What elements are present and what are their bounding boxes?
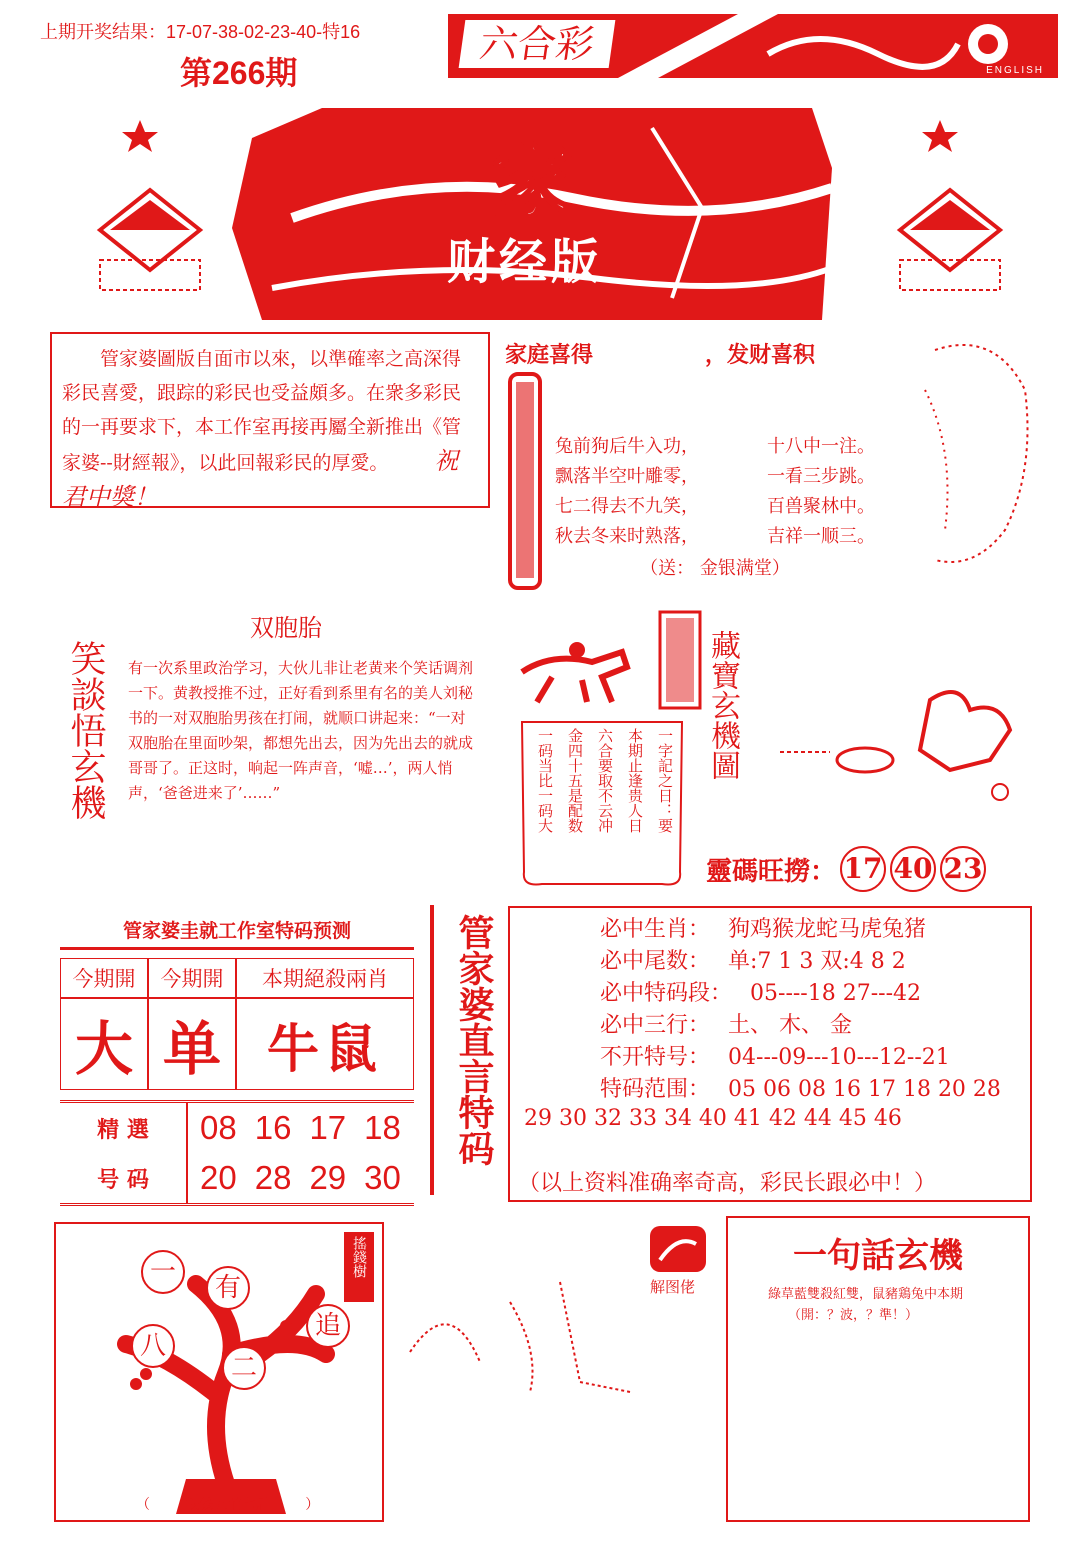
tree-char-circle: 有 (206, 1266, 250, 1310)
prediction-values (60, 998, 414, 1090)
poem-line: 飘落半空叶雕零， 一看三步跳。 (555, 466, 875, 487)
selected-number: 30 (364, 1159, 401, 1196)
poem-body (555, 432, 875, 584)
masthead-subtitle: 财经版 (447, 234, 604, 290)
prediction-title: 管家婆圭就工作室特码预测 (60, 916, 414, 950)
issue-number: 第266期 (180, 55, 298, 91)
tree-char-circle: 追 (306, 1304, 350, 1348)
rooster-turtle-icon (770, 680, 1030, 810)
left-lantern-icon (60, 110, 240, 310)
selected-number: 20 (200, 1159, 237, 1196)
lucky-number-circle: 23 (940, 846, 986, 892)
poem-head-right: ，发财喜积 (705, 342, 816, 368)
selected-number: 08 (200, 1109, 237, 1146)
intro-sign: 祝君中獎！ (62, 447, 459, 511)
intro-text: 管家婆圖版自面市以來，以準確率之高深得彩民喜愛，跟踪的彩民也受益頗多。在衆多彩民的一再要求下，本工作室再接再屬全新推出《管家婆--財經報》，以此回報彩民的厚愛。 (62, 348, 462, 474)
right-lantern-icon (860, 110, 1040, 310)
masthead-big-char: 家 (492, 135, 572, 229)
selected-number: 17 (309, 1109, 347, 1146)
lucky-numbers (706, 846, 986, 892)
masthead-banner (232, 108, 852, 320)
code-row: 特码范围： 05 06 08 16 17 18 20 28 (600, 1077, 1001, 1102)
lucky-number-circle: 40 (890, 846, 936, 892)
selected-number: 29 (309, 1159, 347, 1196)
treasure-label: 藏寶玄機圖 (705, 630, 740, 780)
tree-char-circle: 八 (131, 1324, 175, 1368)
intro-box (50, 332, 490, 511)
selected-number: 28 (254, 1159, 292, 1196)
tree-char-circle: 一 (141, 1250, 185, 1294)
col-header: 今期開 (60, 958, 148, 998)
codes-side-label: 管家婆直言特码 (453, 914, 495, 1166)
codes-extra: 29 30 32 33 34 40 41 42 44 45 46 (524, 1106, 902, 1131)
codes-rows (600, 914, 1001, 1106)
joke-title: 双胞胎 (250, 614, 322, 642)
code-row: 必中尾数： 单:7 1 3 双:4 8 2 (600, 949, 906, 974)
poem-line: 秋去冬来时熟落， 吉祥一顺三。 (555, 526, 875, 547)
scroll-text: 一字記之日：要 本期止逢贵人日 六合要取不云冲 金四十五是配数 一码当比一码大 (536, 728, 674, 833)
treasure-scroll (512, 712, 692, 890)
prediction-headers (60, 958, 414, 998)
size-value: 大 (60, 998, 148, 1090)
poem-head-left: 家庭喜得 (505, 342, 594, 368)
joke-text: 有一次系里政治学习，大伙儿非让老黄来个笑话调剂一下。黄教授推不过，正好看到系里有名的美人刘秘书的一对双胞胎男孩在打闹，就顺口讲起来：“一对双胞胎在里面吵架，都想先出去，因为先出去的就成哥哥了。正这时，响起一阵声音，‘嘘…’，两人悄声，‘爸爸进来了’……” (128, 659, 474, 802)
poem-footer: （送： 金银满堂） (640, 558, 790, 579)
riddle-box (726, 1216, 1030, 1522)
excluded-zodiac-value: 牛鼠 (236, 998, 414, 1090)
money-tree-box (54, 1222, 384, 1522)
selected-numbers (60, 1100, 414, 1206)
banner (448, 14, 1058, 78)
selected-number: 18 (364, 1109, 401, 1146)
code-row: 必中特码段： 05----18 27---42 (600, 981, 922, 1006)
code-row: 不开特号： 04---09---10---12--21 (600, 1045, 950, 1070)
poem-line: 兔前狗后牛入功， 十八中一注。 (555, 436, 875, 457)
code-row: 必中生肖： 狗鸡猴龙蛇马虎兔猪 (600, 917, 927, 942)
tree-caption: （ 缺钱五前七后 ） (136, 1497, 320, 1513)
poem-line: 七二得去不九笑， 百兽聚林中。 (555, 496, 875, 517)
parity-value: 单 (148, 998, 236, 1090)
prediction-table (60, 916, 414, 1196)
horse-rider-icon (512, 632, 637, 707)
treasure-seal-icon (658, 610, 702, 710)
col-header: 今期開 (148, 958, 236, 998)
codes-divider (430, 905, 434, 1195)
riddle-line2: （開：？波，？準！） (788, 1308, 919, 1323)
selected-number: 16 (254, 1109, 292, 1146)
lucky-label: 靈碼旺撈： (706, 856, 837, 887)
poem-vertical-ornament (508, 372, 542, 592)
riddle-line1: 綠草藍雙殺紅雙，鼠豬鶏兔中本期 (768, 1287, 964, 1302)
lucky-number-circle: 17 (840, 846, 886, 892)
code-row: 必中三行： 土、 木、 金 (600, 1013, 853, 1038)
portrait-sketch-icon (895, 330, 1045, 580)
banner-title: 六合彩 (459, 20, 616, 68)
riddle-icon (648, 1224, 708, 1274)
codes-note: （以上资料准确率奇高，彩民长跟必中！） (518, 1171, 937, 1196)
col-header: 本期絕殺兩肖 (236, 958, 414, 998)
joke-side-label: 笑談悟玄機 (65, 640, 106, 820)
banner-english: ENGLISH (986, 65, 1044, 76)
last-result-text: 上期开奖结果：17-07-38-02-23-40-特16 (40, 22, 361, 42)
riddle-icon-label: 解图佬 (650, 1279, 696, 1296)
sketch-scene-icon (390, 1262, 640, 1412)
selected-number-grid (188, 1103, 414, 1203)
selected-label: 精 選 号 码 (60, 1103, 188, 1203)
tree-char-circle: 二 (222, 1346, 266, 1390)
tree-tag: 搖錢樹 (344, 1232, 374, 1302)
riddle-title: 一句話玄機 (793, 1236, 963, 1276)
